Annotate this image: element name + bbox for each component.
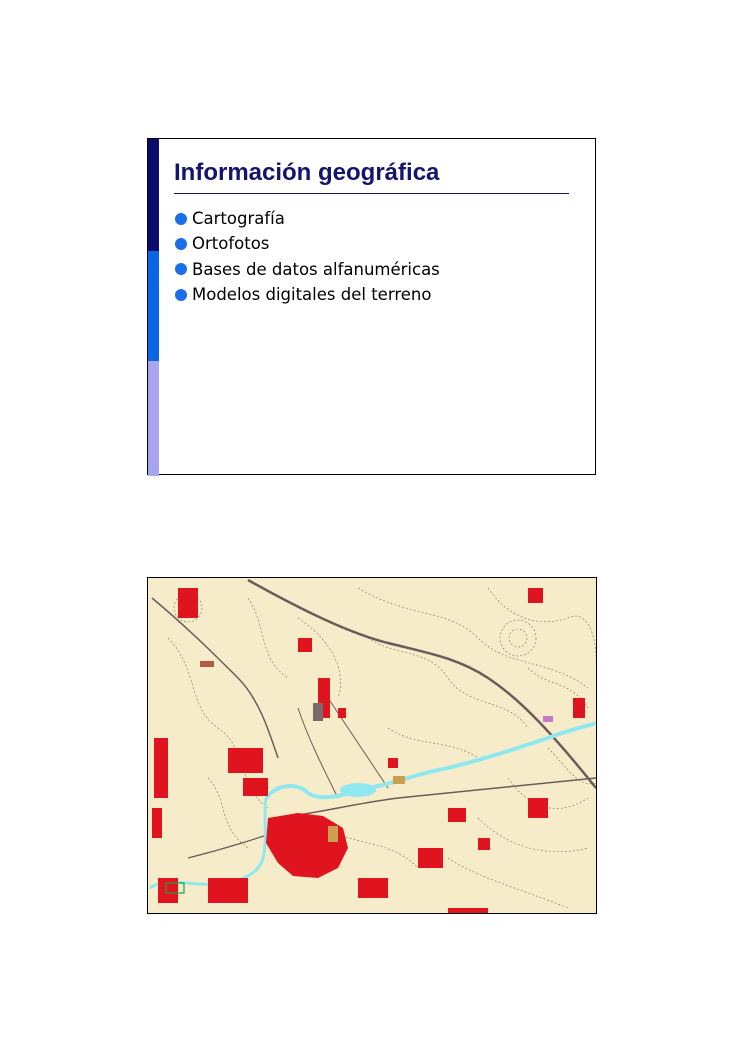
accent-bar-bottom xyxy=(148,361,159,476)
bullet-text: Modelos digitales del terreno xyxy=(192,285,432,305)
bullet-item xyxy=(175,282,440,307)
bullet-item xyxy=(175,231,440,256)
slide-accent-bar xyxy=(148,139,159,474)
bullet-text: Bases de datos alfanuméricas xyxy=(192,259,440,279)
bullet-list xyxy=(175,206,440,307)
bullet-item xyxy=(175,257,440,282)
accent-bar-top xyxy=(148,139,159,251)
bullet-dot-icon xyxy=(175,289,187,301)
landmarks xyxy=(166,661,553,893)
slide-title: Información geográfica xyxy=(174,159,440,186)
bullet-text: Ortofotos xyxy=(192,234,270,254)
title-underline xyxy=(174,193,569,194)
accent-bar-middle xyxy=(148,251,159,361)
slide xyxy=(147,138,596,475)
bullet-dot-icon xyxy=(175,263,187,275)
cartography-map xyxy=(147,577,597,914)
bullet-dot-icon xyxy=(175,213,187,225)
bullet-dot-icon xyxy=(175,238,187,250)
map-drawing xyxy=(148,578,596,913)
bullet-item xyxy=(175,206,440,231)
bullet-text: Cartografía xyxy=(192,209,285,229)
